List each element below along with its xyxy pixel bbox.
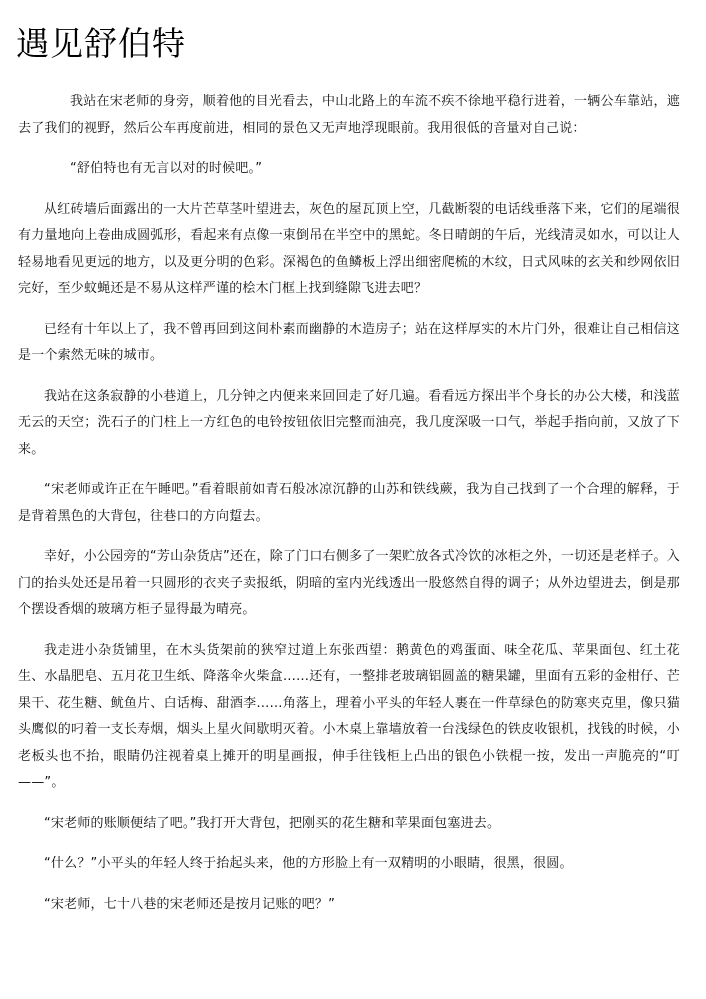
paragraph: “宋老师或许正在午睡吧。”看着眼前如青石般冰凉沉静的山苏和铁线蕨，我为自己找到了一个合理的解释，于是背着黑色的大背包，往巷口的方向踅去。 [18,482,680,524]
paragraph: 从红砖墙后面露出的一大片芒草茎叶望进去，灰色的屋瓦顶上空，几截断裂的电话线垂落下来，它们的尾端很有力量地向上卷曲成圆弧形，看起来有点像一束倒吊在半空中的黑蛇。冬日晴朗的午后，光线清灵如水，可以让人轻易地看见更远的地方，以及更分明的色彩。深褐色的鱼鳞板上浮出细密爬梳的木纹，日式风味的玄关和纱网依旧完好，至少蚊蝇还是不易从这样严谨的桧木门框上找到缝隙飞进去吧？ [18,201,680,296]
paragraph: 已经有十年以上了，我不曾再回到这间朴素而幽静的木造房子；站在这样厚实的木片门外，很难让自己相信这是一个索然无味的城市。 [18,321,680,363]
paragraph: “舒伯特也有无言以对的时候吧。” [70,161,263,176]
document-title: 遇见舒伯特 [16,24,186,63]
paragraph: “宋老师，七十八巷的宋老师还是按月记账的吧？” [44,896,336,912]
paragraph: 我走进小杂货铺里，在木头货架前的狭窄过道上东张西望：鹅黄色的鸡蛋面、味全花瓜、苹果面包、红土花生、水晶肥皂、五月花卫生纸、降落伞火柴盒……还有，一整排老玻璃铝圆盖的糖果罐，里面有五彩的金柑仔、芒果干、花生糖、鱿鱼片、白话梅、甜酒李……角落上，理着小平头的年轻人裹在一件草绿色的防寒夹克里，像只猫头鹰似的叼着一支长寿烟，烟头上星火间歇明灭着。小木桌上靠墙放着一台浅绿色的铁皮收银机，找钱的时候，小老板头也不抬，眼睛仍注视着桌上摊开的明星画报，伸手往钱柜上凸出的银色小铁棍一按，发出一声脆亮的“叮——”。 [18,642,680,790]
paragraph: 幸好，小公园旁的“芳山杂货店”还在，除了门口右侧多了一架贮放各式冷饮的冰柜之外，一切还是老样子。入门的抬头处还是吊着一只圆形的衣夹子卖报纸，阴暗的室内光线透出一股悠然自得的调子；从外边望进去，倒是那个摆设香烟的玻璃方柜子显得最为晴亮。 [18,549,680,617]
paragraph: “宋老师的账顺便结了吧。”我打开大背包，把刚买的花生糖和苹果面包塞进去。 [44,815,501,831]
paragraph: 我站在宋老师的身旁，顺着他的目光看去，中山北路上的车流不疾不徐地平稳行进着，一辆公车靠站，遮去了我们的视野，然后公车再度前进，相同的景色又无声地浮现眼前。我用很低的音量对自己说： [18,94,680,136]
paragraph: “什么？”小平头的年轻人终于抬起头来，他的方形脸上有一双精明的小眼睛，很黑，很圆。 [44,856,573,871]
paragraph: 我站在这条寂静的小巷道上，几分钟之内便来来回回走了好几遍。看看远方探出半个身长的办公大楼，和浅蓝无云的天空；洗石子的门柱上一方红色的电铃按钮依旧完整而油亮，我几度深吸一口气，举起手指向前，又放了下来。 [18,388,680,457]
article-body [18,89,680,932]
